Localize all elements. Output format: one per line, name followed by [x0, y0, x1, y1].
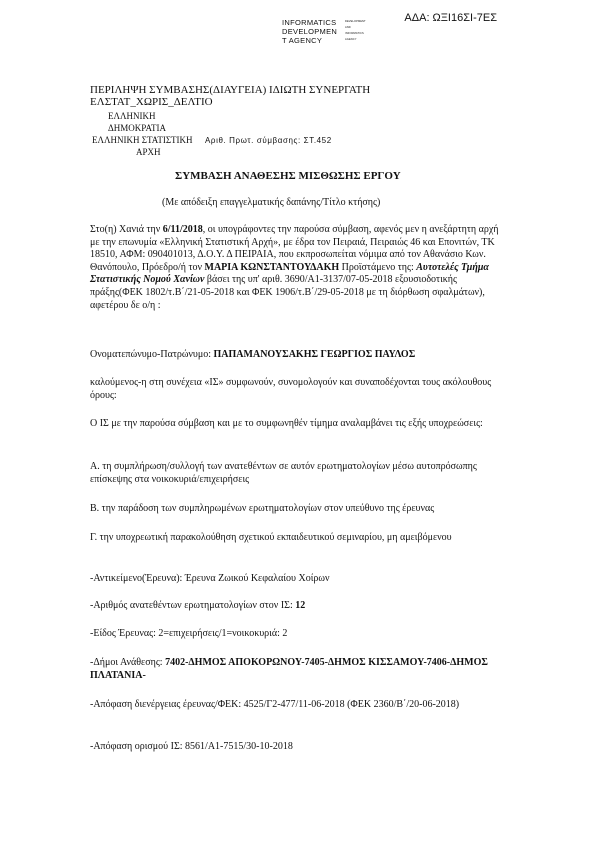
contract-subtitle: (Με απόδειξη επαγγελματικής δαπάνης/Τίτλο κτήσης): [162, 197, 381, 208]
obligation-b: Β. την παράδοση των συμπληρωμένων ερωτηματολογίων στον υπεύθυνο της έρευνας: [90, 503, 435, 514]
contractor-line: [90, 349, 415, 360]
agreement-paragraph: καλούμενος-η στη συνέχεια «ΙΣ» συμφωνούν, συνομολογούν και συναποδέχονται τους ακόλουθους όρους:: [90, 377, 492, 401]
municipalities-value: 7402-ΔΗΜΟΣ ΑΠΟΚΟΡΩΝΟΥ-7405-ΔΗΜΟΣ ΚΙΣΣΑΜΟΥ-7406-ΔΗΜΟΣ ΠΛΑΤΑΝΙΑ-: [90, 657, 488, 681]
logo-line: T AGENCY: [282, 36, 323, 45]
obligation-a: Α. τη συμπλήρωση/συλλογή των ανατεθέντων σε αυτόν ερωτηματολογίων μέσω αυτοπρόσωπης επίσκεψης στα νοικοκυριά/επιχειρήσεις: [90, 461, 477, 485]
intro-paragraph: [90, 224, 508, 312]
header-category-line: ΕΛΣΤΑΤ_ΧΩΡΙΣ_ΔΕΛΤΙΟ: [90, 96, 213, 108]
survey-decision: -Απόφαση διενέργειας έρευνας/ΦΕΚ: 4525/Γ2-477/11-06-2018 (ΦΕΚ 2360/Β΄/20-06-2018): [90, 699, 460, 710]
municipalities-label: -Δήμοι Ανάθεσης:: [90, 657, 166, 668]
logo-line: DEVELOPMEN: [282, 27, 338, 36]
obligation-c: Γ. την υποχρεωτική παρακολούθηση σχετικού εκπαιδευτικού σεμιναρίου, μη αμειβόμενου: [90, 532, 452, 543]
logo-line: INFORMATICS: [282, 18, 337, 27]
header-summary-line: ΠΕΡΙΛΗΨΗ ΣΥΜΒΑΣΗΣ(ΔΙΑΥΓΕΙΑ) ΙΔΙΩΤΗ ΣΥΝΕΡΓΑΤΗ: [90, 84, 371, 96]
department-name: Αυτοτελές Τμήμα Στατιστικής Νομού Χανίων: [90, 261, 489, 286]
org-line-1: ΕΛΛΗΝΙΚΗ: [108, 111, 156, 121]
org-line-3: ΕΛΛΗΝΙΚΗ ΣΤΑΤΙΣΤΙΚΗ: [92, 135, 193, 145]
appointment-decision: -Απόφαση ορισμού ΙΣ: 8561/Α1-7515/30-10-2018: [90, 741, 293, 752]
municipalities: [90, 657, 508, 682]
contract-date: 6/11/2018: [162, 224, 203, 235]
ada-number: ΑΔΑ: ΩΞΙ16ΣΙ-7ΕΣ: [404, 12, 497, 24]
org-line-4: ΑΡΧΗ: [136, 147, 161, 157]
contractor-name: ΠΑΠΑΜΑΝΟΥΣΑΚΗΣ ΓΕΩΡΓΙΟΣ ΠΑΥΛΟΣ: [213, 349, 416, 360]
intro-text: Προϊστάμενο της:: [339, 261, 417, 273]
questionnaire-count-value: 12: [295, 600, 306, 611]
intro-text: βάσει της υπ' αριθ. 3690/Α1-3137/07-05-2018 εξουσιοδοτικής πράξης(ΦΕΚ 1802/τ.Β΄/21-05-2018 και ΦΕΚ 1906/τ.Β΄/29-05-2018 με τη διόρθωση σφαλμάτων), αφετέρου δε ο/η :: [90, 274, 485, 311]
logo-small-line: DEVELOPMENT: [345, 20, 366, 23]
logo-small-line: AGENCY: [345, 38, 357, 41]
contractor-label: Ονοματεπώνυμο-Πατρώνυμο:: [90, 349, 214, 360]
logo-small-line: INFORMATICS: [345, 32, 364, 35]
intro-text: Στο(η) Χανιά την: [90, 224, 163, 235]
representative-name: ΜΑΡΙΑ ΚΩΝΣΤΑΝΤΟΥΔΑΚΗ: [204, 261, 340, 273]
questionnaire-count-label: -Αριθμός ανατεθέντων ερωτηματολογίων στον ΙΣ:: [90, 600, 296, 611]
contract-title: ΣΥΜΒΑΣΗ ΑΝΑΘΕΣΗΣ ΜΙΣΘΩΣΗΣ ΕΡΓΟΥ: [175, 170, 401, 182]
survey-object: -Αντικείμενο(Έρευνα): Έρευνα Ζωικού Κεφαλαίου Χοίρων: [90, 573, 330, 584]
intro-text: , οι υπογράφοντες την παρούσα σύμβαση, αφενός μεν η ανεξάρτητη αρχή με την επωνυμία «Ελληνική Στατιστική Αρχή», με έδρα τον Πειραιά, Πειραιώς 46 και Επονιτών, ΤΚ 18510, ΑΦΜ: 090401013, Δ.Ο.Υ. Δ ΠΕΙΡΑΙΑ, που εκπροσωπείται νόμιμα από τον Αθανάσιο Κων. Θανόπουλο, Πρόεδρο/ή τον: [90, 224, 499, 273]
questionnaire-count: [90, 600, 305, 611]
logo-small-line: AND: [345, 26, 351, 29]
survey-type: -Είδος Έρευνας: 2=επιχειρήσεις/1=νοικοκυριά: 2: [90, 628, 288, 639]
obligations-intro: Ο ΙΣ με την παρούσα σύμβαση και με το συμφωνηθέν τίμημα αναλαμβάνει τις εξής υποχρεώσεις:: [90, 418, 483, 429]
protocol-number: Αριθ. Πρωτ. σύμβασης: ΣΤ.452: [205, 136, 332, 145]
org-line-2: ΔΗΜΟΚΡΑΤΙΑ: [108, 123, 166, 133]
